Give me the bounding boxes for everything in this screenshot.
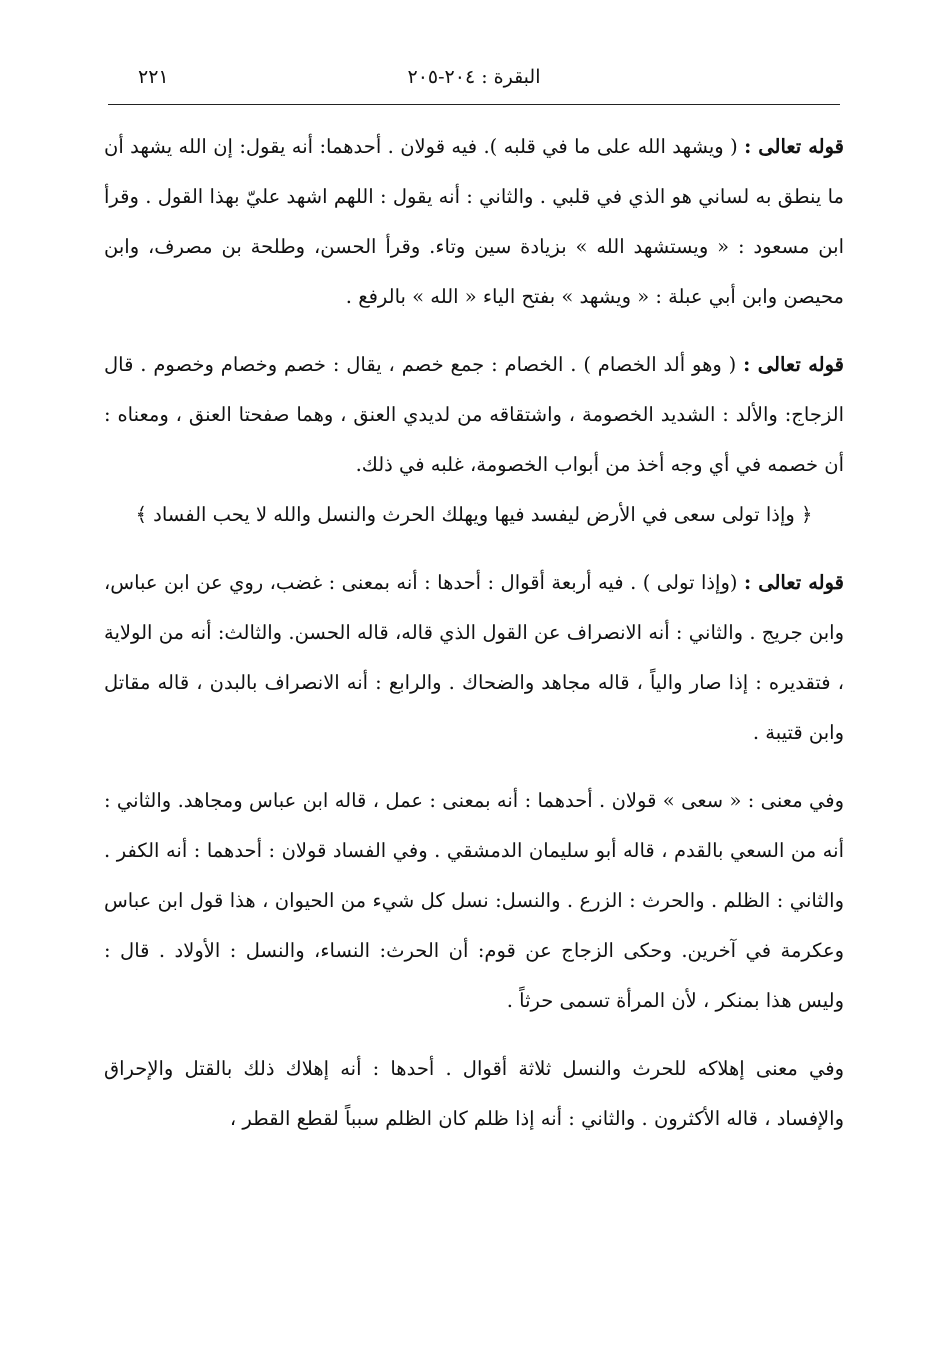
page-header: [108, 62, 840, 102]
paragraph-turning-away: [104, 558, 844, 758]
paragraph-destruction: [104, 1044, 844, 1144]
paragraph-lead: قوله تعالى :: [743, 353, 845, 376]
paragraph-witness: [104, 122, 844, 322]
header-divider: [108, 104, 840, 105]
paragraph-text: (وإذا تولى ) . فيه أربعة أقوال : أحدها : أنه بمعنى : غضب، روي عن ابن عباس، وابن جريج . والثاني : أنه الانصراف عن القول الذي قاله، قاله الحسن. والثالث: أنه من الولاية ، فتقديره : إذا صار والياً ، قاله مجاهد والضحاك . والرابع : أنه الانصراف بالبدن ، قاله مقاتل وابن قتيبة .: [104, 571, 844, 744]
body-text: [104, 122, 844, 1144]
paragraph-lead: قوله تعالى :: [744, 135, 844, 158]
paragraph-text: وفي معنى إهلاكه للحرث والنسل ثلاثة أقوال . أحدها : أنه إهلاك ذلك بالقتل والإحراق والإفساد ، قاله الأكثرون . والثاني : أنه إذا ظلم كان الظلم سبباً لقطع القطر ،: [104, 1057, 844, 1130]
paragraph-text: ( ويشهد الله على ما في قلبه ). فيه قولان . أحدهما: أنه يقول: إن الله يشهد أن ما ينطق به لساني هو الذي في قلبي . والثاني : أنه يقول : اللهم اشهد عليّ بهذا القول . وقرأ ابن مسعود : « ويستشهد الله » بزيادة سين وتاء. وقرأ الحسن، وطلحة بن مصرف، وابن محيصن وابن أبي عبلة : « ويشهد » بفتح الياء « الله » بالرفع .: [104, 135, 844, 308]
paragraph-lead: قوله تعالى :: [743, 571, 845, 594]
quran-verse: ﴿ وإذا تولى سعى في الأرض ليفسد فيها ويهلك الحرث والنسل والله لا يحب الفساد ﴾: [135, 503, 813, 526]
running-title: البقرة : ٢٠٤-٢٠٥: [407, 66, 541, 88]
paragraph-text: ( وهو ألد الخصام ) . الخصام : جمع خصم ، يقال : خصم وخصام وخصوم . قال الزجاج: والألد : الشديد الخصومة ، واشتقاقه من لديدي العنق ، وهما صفحتا العنق ، ومعناه : أن خصمه في أي وجه أخذ من أبواب الخصومة، غلبه في ذلك.: [104, 353, 844, 476]
page-number: ٢٢١: [138, 66, 169, 88]
paragraph-text: وفي معنى : « سعى » قولان . أحدهما : أنه بمعنى : عمل ، قاله ابن عباس ومجاهد. والثاني : أنه من السعي بالقدم ، قاله أبو سليمان الدمشقي . وفي الفساد قولان : أحدهما : أنه الكفر . والثاني : الظلم . والحرث : الزرع . والنسل: نسل كل شيء من الحيوان ، هذا قول ابن عباس وعكرمة في آخرين. وحكى الزجاج عن قوم: أن الحرث: النساء، والنسل : الأولاد . قال : وليس هذا بمنكر ، لأن المرأة تسمى حرثاً .: [104, 789, 844, 1012]
paragraph-dispute: [104, 340, 844, 490]
paragraph-striving: [104, 776, 844, 1026]
